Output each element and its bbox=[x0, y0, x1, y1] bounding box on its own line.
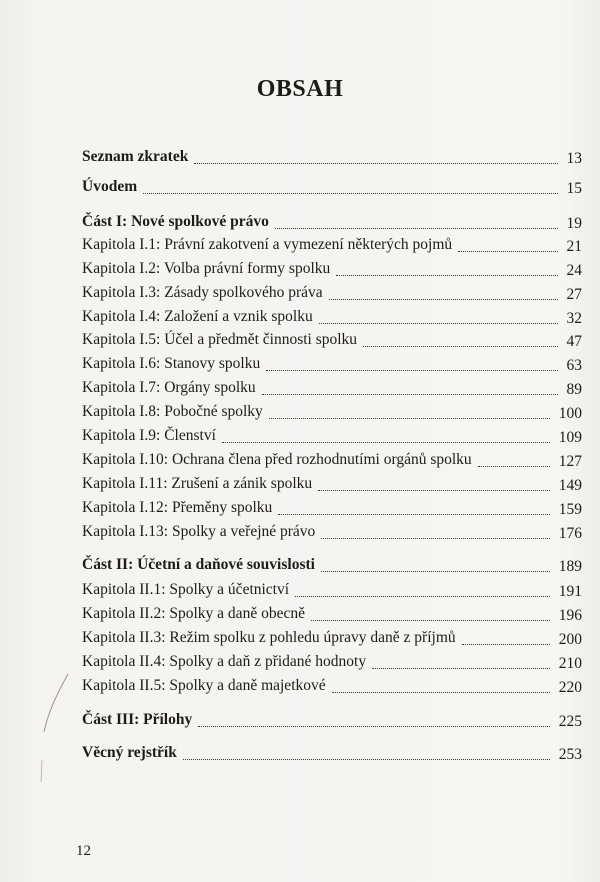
toc-leader-dots bbox=[266, 346, 558, 371]
toc-entry bbox=[82, 674, 582, 698]
toc-entry-label: Kapitola I.8: Pobočné spolky bbox=[82, 403, 263, 420]
toc-leader-dots bbox=[318, 466, 550, 491]
page-number: 12 bbox=[76, 843, 91, 859]
toc-leader-dots bbox=[321, 547, 550, 572]
toc-entry-label: Kapitola I.11: Zrušení a zánik spolku bbox=[82, 475, 313, 492]
toc-entry-label: Kapitola I.12: Přeměny spolku bbox=[82, 499, 273, 516]
toc-leader-dots bbox=[319, 299, 558, 324]
toc-entry-label: Kapitola I.7: Orgány spolku bbox=[82, 379, 256, 396]
toc-leader-dots bbox=[278, 490, 550, 515]
toc-entry-page: 196 bbox=[558, 607, 582, 624]
toc-leader-dots bbox=[262, 370, 558, 395]
toc-entry-page: 253 bbox=[558, 746, 582, 763]
toc-entry-page: 47 bbox=[566, 333, 582, 350]
margin-pencil-mark bbox=[30, 672, 70, 792]
toc-leader-dots bbox=[222, 418, 550, 443]
toc-entry-label: Část III: Přílohy bbox=[82, 711, 193, 728]
toc-entry-label: Kapitola I.5: Účel a předmět činnosti spolku bbox=[82, 331, 358, 348]
toc-leader-dots bbox=[183, 735, 550, 760]
toc-entry-page: 225 bbox=[558, 713, 582, 730]
toc-entry-label: Kapitola I.1: Právní zakotvení a vymezení některých pojmů bbox=[82, 236, 453, 253]
toc-leader-dots bbox=[269, 394, 550, 419]
toc-entry-page: 200 bbox=[558, 631, 582, 648]
toc-entry-label: Kapitola I.2: Volba právní formy spolku bbox=[82, 260, 331, 277]
toc-entry-label: Kapitola II.2: Spolky a daně obecně bbox=[82, 605, 305, 622]
toc-entry-label: Úvodem bbox=[82, 178, 138, 195]
toc-entry-page: 127 bbox=[558, 453, 582, 470]
toc-entry-page: 21 bbox=[566, 238, 582, 255]
toc-entry bbox=[82, 708, 582, 732]
toc-leader-dots bbox=[372, 644, 550, 669]
toc-entry-label: Část I: Nové spolkové právo bbox=[82, 213, 269, 230]
toc-entry-label: Kapitola I.6: Stanovy spolku bbox=[82, 355, 261, 372]
toc-leader-dots bbox=[363, 322, 558, 347]
toc-entry-label: Věcný rejstřík bbox=[82, 744, 177, 761]
toc-entry-page: 191 bbox=[558, 583, 582, 600]
toc-entry bbox=[82, 145, 582, 169]
toc-entry bbox=[82, 175, 582, 199]
toc-entry bbox=[82, 741, 582, 765]
toc-leader-dots bbox=[295, 572, 550, 597]
toc-entry-page: 189 bbox=[558, 558, 582, 575]
toc-leader-dots bbox=[332, 668, 550, 693]
page-title: OBSAH bbox=[256, 76, 344, 102]
toc-entry-page: 149 bbox=[558, 477, 582, 494]
toc-entry-page: 109 bbox=[558, 429, 582, 446]
toc-leader-dots bbox=[462, 620, 550, 645]
toc-entry-page: 24 bbox=[566, 262, 582, 279]
toc-entry bbox=[82, 520, 582, 544]
toc-entry-page: 176 bbox=[558, 525, 582, 542]
toc-entry-page: 63 bbox=[566, 357, 582, 374]
toc-entry-label: Kapitola I.10: Ochrana člena před rozhodnutími orgánů spolku bbox=[82, 451, 472, 468]
toc-entry-page: 27 bbox=[566, 286, 582, 303]
toc-entry-page: 15 bbox=[566, 180, 582, 197]
toc-leader-dots bbox=[194, 139, 558, 164]
toc-leader-dots bbox=[321, 514, 550, 539]
toc-entry-page: 220 bbox=[558, 679, 582, 696]
toc-entry-label: Kapitola II.4: Spolky a daň z přidané hodnoty bbox=[82, 653, 367, 670]
toc-entry-label: Kapitola I.4: Založení a vznik spolku bbox=[82, 308, 313, 325]
toc-entry-page: 100 bbox=[558, 405, 582, 422]
toc-leader-dots bbox=[311, 596, 550, 621]
toc-entry-label: Kapitola I.13: Spolky a veřejné právo bbox=[82, 523, 316, 540]
toc-entry-page: 32 bbox=[566, 310, 582, 327]
toc-leader-dots bbox=[143, 169, 558, 194]
toc-entry-label: Seznam zkratek bbox=[82, 148, 189, 165]
toc-leader-dots bbox=[198, 702, 550, 727]
toc-entry-label: Kapitola I.9: Členství bbox=[82, 427, 216, 444]
toc-entry-label: Kapitola I.3: Zásady spolkového práva bbox=[82, 284, 323, 301]
toc-leader-dots bbox=[275, 204, 558, 229]
toc-entry-page: 210 bbox=[558, 655, 582, 672]
toc-entry-page: 89 bbox=[566, 381, 582, 398]
toc-entry-label: Část II: Účetní a daňové souvislosti bbox=[82, 556, 315, 573]
toc-entry-page: 159 bbox=[558, 501, 582, 518]
toc-entry-label: Kapitola II.1: Spolky a účetnictví bbox=[82, 581, 290, 598]
toc-entry-label: Kapitola II.5: Spolky a daně majetkové bbox=[82, 677, 326, 694]
toc-entry-page: 13 bbox=[566, 150, 582, 167]
toc-leader-dots bbox=[336, 251, 558, 276]
toc-leader-dots bbox=[478, 442, 550, 467]
toc-entry-page: 19 bbox=[566, 215, 582, 232]
toc-entry-label: Kapitola II.3: Režim spolku z pohledu úpravy daně z příjmů bbox=[82, 629, 456, 646]
toc-leader-dots bbox=[329, 275, 558, 300]
